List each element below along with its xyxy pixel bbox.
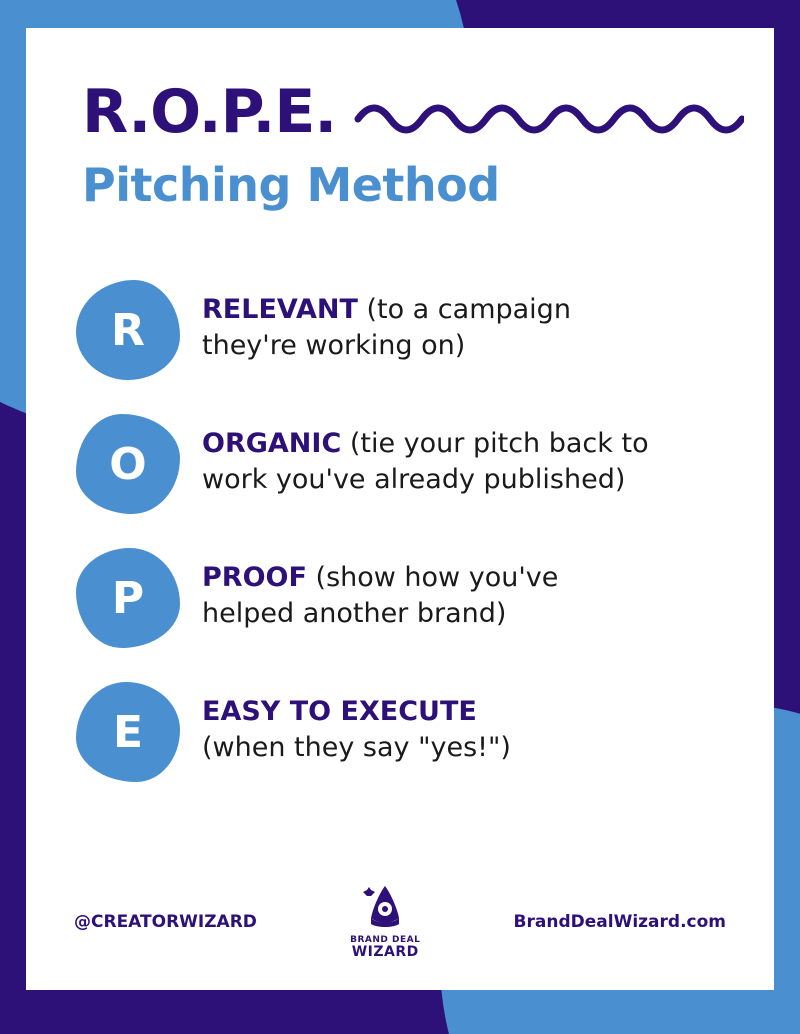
list-item-text <box>202 682 511 765</box>
list-item-detail-2: (when they say "yes!") <box>202 731 511 763</box>
page-title: R.O.P.E. <box>82 77 337 147</box>
wizard-hat-icon <box>357 884 413 932</box>
list-item-detail: (to a campaign <box>366 294 571 325</box>
social-handle[interactable]: @CREATORWIZARD <box>74 911 257 932</box>
wavy-line-icon <box>354 97 744 141</box>
list-item-keyword: ORGANIC <box>202 428 342 459</box>
badge-letter: E <box>112 706 144 758</box>
footer <box>26 884 774 960</box>
website-link[interactable]: BrandDealWizard.com <box>513 911 726 932</box>
letter-badge-o <box>76 414 180 514</box>
letter-badge-e <box>76 682 180 782</box>
list-item-text <box>202 414 649 497</box>
badge-letter: R <box>111 304 145 356</box>
letter-badge-p <box>76 548 180 648</box>
list-item-detail: (show how you've <box>315 562 559 593</box>
badge-letter: O <box>109 438 147 490</box>
list-item-detail-2: work you've already published) <box>202 463 626 495</box>
list-item-detail-2: helped another brand) <box>202 597 507 629</box>
content-card <box>26 28 774 990</box>
page-subtitle: Pitching Method <box>82 158 500 212</box>
letter-badge-r <box>76 280 180 380</box>
list-item-keyword: EASY TO EXECUTE <box>202 696 477 727</box>
brand-logo-line-2: WIZARD <box>351 943 419 960</box>
list-item-text <box>202 548 558 631</box>
list-item-text <box>202 280 571 363</box>
rope-list <box>76 280 736 816</box>
title-row <box>82 77 744 147</box>
list-item <box>76 280 736 388</box>
list-item-detail: (tie your pitch back to <box>349 428 649 459</box>
brand-logo-line-1: BRAND DEAL <box>350 934 421 945</box>
badge-letter: P <box>111 572 145 624</box>
list-item-detail-2: they're working on) <box>202 329 466 361</box>
list-item <box>76 682 736 790</box>
list-item-keyword: RELEVANT <box>202 294 358 325</box>
list-item <box>76 548 736 656</box>
brand-logo <box>350 884 420 960</box>
list-item-keyword: PROOF <box>202 562 307 593</box>
list-item <box>76 414 736 522</box>
